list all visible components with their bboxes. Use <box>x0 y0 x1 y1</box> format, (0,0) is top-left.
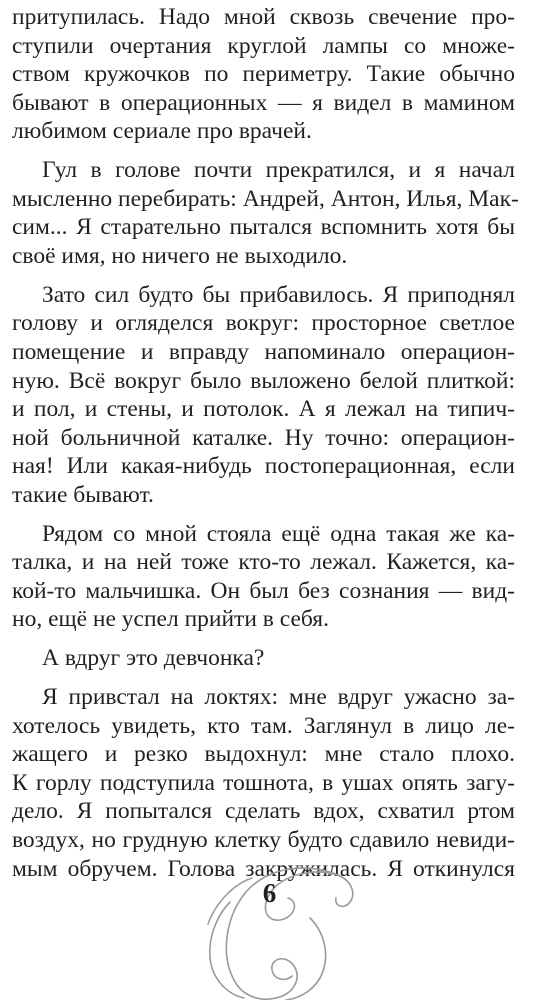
text-line: такие бывают. <box>12 481 154 508</box>
text-line: Гул в голове почти прекратился, и я начал <box>42 157 515 184</box>
text-line: хотелось увидеть, кто там. Заглянул в лицо ле- <box>12 712 515 739</box>
text-line: помещение и вправду напоминало операцион- <box>12 338 515 365</box>
text-line: любимом сериале про врачей. <box>12 118 312 145</box>
text-line: голову и огляделся вокруг: просторное светлое <box>12 310 515 337</box>
text-line: жащего и резко выдохнул: мне стало плохо. <box>12 741 515 768</box>
text-line: Я привстал на локтях: мне вдруг ужасно за- <box>42 684 515 710</box>
text-line: кой-то мальчишка. Он был без сознания — вид- <box>12 577 515 604</box>
text-line: талка, и на ней тоже кто-то лежал. Кажется, ка- <box>12 549 515 576</box>
text-line: дело. Я попытался сделать вдох, схватил ртом <box>12 798 515 825</box>
text-line: Зато сил будто бы прибавилось. Я приподнял <box>42 281 515 308</box>
text-line: ной больничной каталке. Ну точно: операцион- <box>12 424 515 451</box>
text-line: бывают в операционных — я видел в мамином <box>12 89 515 116</box>
text-line: мым обручем. Голова закружилась. Я откинулся <box>12 855 515 882</box>
paragraph <box>12 683 515 883</box>
paragraph <box>12 281 515 510</box>
page-number: 6 <box>262 878 277 908</box>
paragraph-gap <box>12 146 515 156</box>
text-line: Рядом со мной стояла ещё одна такая же ка- <box>42 520 515 547</box>
text-line: притупилась. Надо мной сквозь свечение про- <box>12 4 515 30</box>
text-line: ступили очертания круглой лампы со множе- <box>12 32 515 59</box>
paragraph <box>12 520 515 634</box>
text-line: и пол, и стены, и потолок. А я лежал на типич- <box>12 396 515 423</box>
paragraph <box>12 3 515 146</box>
text-line: сим... Я старательно пытался вспомнить хотя бы <box>12 214 515 241</box>
text-line: воздух, но грудную клетку будто сдавило невиди- <box>12 826 515 853</box>
paragraph-gap <box>12 673 515 683</box>
paragraph-gap <box>12 634 515 644</box>
paragraph <box>12 644 515 673</box>
text-line: К горлу подступила тошнота, в ушах опять загу- <box>12 769 515 796</box>
text-line: мысленно перебирать: Андрей, Антон, Илья, Мак- <box>12 185 519 212</box>
text-line: ная! Или какая-нибудь постоперационная, если <box>12 453 515 480</box>
text-line: ством кружочков по периметру. Такие обычно <box>12 61 515 88</box>
body-text <box>12 3 519 883</box>
text-line: своё имя, но ничего не выходило. <box>12 242 348 269</box>
text-line: но, ещё не успел прийти в себя. <box>12 606 329 633</box>
text-line: А вдруг это девчонка? <box>42 645 265 672</box>
paragraph-gap <box>12 509 515 519</box>
paragraph <box>12 156 519 270</box>
paragraph-gap <box>12 271 515 281</box>
text-line: ную. Всё вокруг было выложено белой плиткой: <box>12 367 515 394</box>
